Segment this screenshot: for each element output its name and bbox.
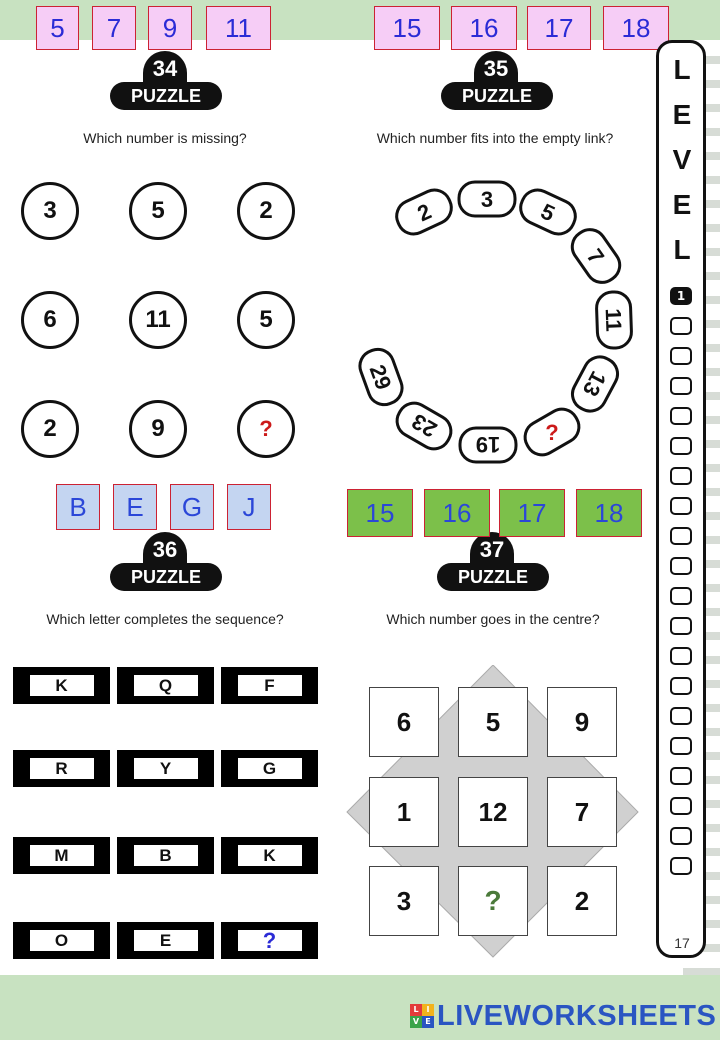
liveworksheets-brand[interactable] (410, 998, 717, 1034)
answer-option-9[interactable]: 9 (148, 6, 192, 50)
level-box (670, 527, 692, 545)
logo-letter: L (410, 1004, 422, 1016)
letter-bar-value: R (30, 758, 94, 779)
brand-name: LIVEWORKSHEETS (437, 999, 717, 1032)
level-box (670, 647, 692, 665)
level-box (670, 317, 692, 335)
chain-link-value: 3 (480, 187, 494, 212)
level-box (670, 587, 692, 605)
level-box (670, 707, 692, 725)
letter-option-j[interactable]: J (227, 484, 271, 530)
puzzle-number-badge: 37 (470, 532, 514, 568)
number-circle: 11 (129, 291, 187, 349)
level-box (670, 467, 692, 485)
number-circle: 2 (237, 182, 295, 240)
grid-cell: 6 (369, 687, 439, 757)
grid-cell: 1 (369, 777, 439, 847)
answer-placeholder: ? (238, 930, 302, 951)
centre-option-16[interactable]: 16 (424, 489, 490, 537)
level-letter: E (672, 99, 692, 130)
letter-option-b[interactable]: B (56, 484, 100, 530)
level-box (670, 557, 692, 575)
level-current-box: 1 (670, 287, 692, 305)
letter-bar (13, 922, 110, 959)
puzzle-label: PUZZLE (110, 563, 222, 591)
level-box (670, 617, 692, 635)
number-circle: 3 (21, 182, 79, 240)
letter-bar-value: M (30, 845, 94, 866)
letter-bar (117, 922, 214, 959)
puzzle-label: PUZZLE (437, 563, 549, 591)
chain-link-value: 11 (600, 307, 627, 333)
number-circle: 2 (21, 400, 79, 458)
centre-option-15[interactable]: 15 (347, 489, 413, 537)
level-letter: L (673, 234, 691, 265)
centre-option-17[interactable]: 17 (499, 489, 565, 537)
page-number: 17 (674, 935, 690, 951)
chain-link-value: 2 (413, 198, 436, 227)
level-box (670, 737, 692, 755)
puzzle-number-badge: 34 (143, 51, 187, 87)
grid-cell: 2 (547, 866, 617, 936)
answer-option-7[interactable]: 7 (92, 6, 136, 50)
level-box (670, 677, 692, 695)
letter-bar-value: B (134, 845, 198, 866)
answer-option-15[interactable]: 15 (374, 6, 440, 50)
answer-option-18[interactable]: 18 (603, 6, 669, 50)
answer-option-11[interactable]: 11 (206, 6, 271, 50)
letter-bar (117, 667, 214, 704)
answer-option-16[interactable]: 16 (451, 6, 517, 50)
puzzle-question: Which letter completes the sequence? (46, 611, 284, 627)
logo-letter: I (422, 1004, 434, 1016)
number-circle: 6 (21, 291, 79, 349)
grid-cell: 12 (458, 777, 528, 847)
letter-bar-value: G (238, 758, 302, 779)
logo-letter: E (422, 1016, 434, 1028)
grid-cell: 5 (458, 687, 528, 757)
answer-placeholder: ? (545, 420, 559, 445)
letter-bar (221, 667, 318, 704)
answer-drop-target[interactable]: ? (458, 866, 528, 936)
chain-link-value: 23 (407, 408, 442, 443)
level-letter: E (672, 189, 692, 220)
answer-drop-target[interactable] (221, 922, 318, 959)
letter-bar-value: K (30, 675, 94, 696)
letter-bar-value: Q (134, 675, 198, 696)
letter-bar-value: O (30, 930, 94, 951)
letter-option-g[interactable]: G (170, 484, 214, 530)
puzzle-question: Which number goes in the centre? (386, 611, 600, 627)
grid-cell: 9 (547, 687, 617, 757)
letter-bar (13, 750, 110, 787)
grid-cell: 3 (369, 866, 439, 936)
puzzle-label: PUZZLE (441, 82, 553, 110)
chain-link-value: 19 (475, 432, 501, 457)
letter-option-e[interactable]: E (113, 484, 157, 530)
answer-drop-target[interactable]: ? (237, 400, 295, 458)
number-circle: 5 (237, 291, 295, 349)
puzzle-number-badge: 35 (474, 51, 518, 87)
letter-bar-value: K (238, 845, 302, 866)
puzzle-question: Which number is missing? (83, 130, 247, 146)
level-box (670, 827, 692, 845)
chain-link-value: 13 (577, 367, 612, 401)
letter-bar-value: Y (134, 758, 198, 779)
letter-bar (221, 750, 318, 787)
level-box (670, 437, 692, 455)
number-circle: 9 (129, 400, 187, 458)
level-box (670, 347, 692, 365)
level-box (670, 497, 692, 515)
level-box (670, 407, 692, 425)
grid-cell: 7 (547, 777, 617, 847)
puzzle-number-badge: 36 (143, 532, 187, 568)
number-circle: 5 (129, 182, 187, 240)
answer-option-17[interactable]: 17 (527, 6, 591, 50)
puzzle-question: Which number fits into the empty link? (376, 130, 614, 146)
level-box (670, 377, 692, 395)
letter-bar (13, 667, 110, 704)
letter-bar (221, 837, 318, 874)
chain-diagram (340, 170, 650, 475)
level-box (670, 797, 692, 815)
letter-bar-value: F (238, 675, 302, 696)
centre-option-18[interactable]: 18 (576, 489, 642, 537)
level-box (670, 857, 692, 875)
letter-bar (117, 750, 214, 787)
chain-link-value: 29 (364, 361, 397, 393)
logo-letter: V (410, 1016, 422, 1028)
letter-bar (117, 837, 214, 874)
level-box (670, 767, 692, 785)
chain-link-value: 7 (581, 244, 610, 269)
puzzle-label: PUZZLE (110, 82, 222, 110)
answer-option-5[interactable]: 5 (36, 6, 79, 50)
chain-link-value: 5 (536, 198, 559, 227)
letter-bar (13, 837, 110, 874)
level-letter: L (673, 54, 691, 85)
liveworksheets-logo-icon (410, 1004, 434, 1028)
level-letter: V (672, 144, 692, 175)
letter-bar-value: E (134, 930, 198, 951)
